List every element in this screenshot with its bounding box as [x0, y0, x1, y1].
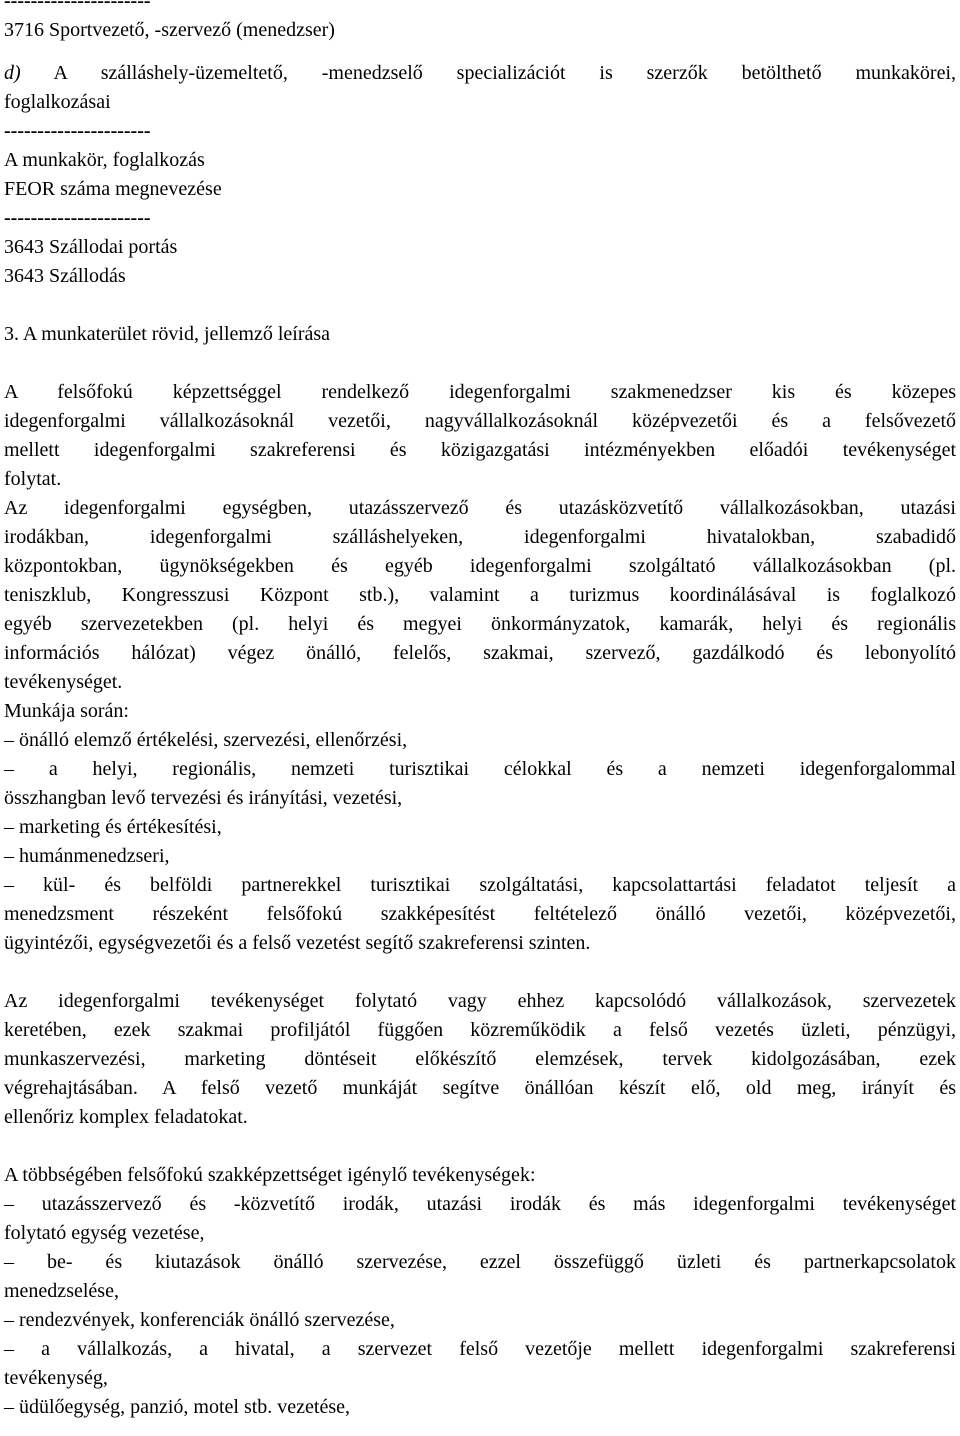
- list-item: – humánmenedzseri,: [4, 845, 170, 867]
- tobbsegeben-label: A többségében felsőfokú szakképzettséget igénylő tevékenységek:: [4, 1164, 536, 1186]
- list-item: tevékenység,: [4, 1367, 108, 1389]
- list-item: összhangban levő tervezési és irányítási, vezetési,: [4, 787, 403, 809]
- paragraph-line: munkaszervezési, marketing döntéseit előkészítő elemzések, tervek kidolgozásában, ezek: [4, 1048, 956, 1070]
- list-1: [4, 726, 956, 958]
- table-header-2: FEOR száma megnevezése: [4, 178, 222, 200]
- table-divider-2: ----------------------: [4, 207, 151, 229]
- paragraph-line: mellett idegenforgalmi szakreferensi és közigazgatási intézményekben előadói tevékenységet: [4, 439, 956, 461]
- paragraph-1: [4, 378, 956, 494]
- table-divider-1: ----------------------: [4, 120, 151, 142]
- paragraph-line: ellenőriz komplex feladatokat.: [4, 1106, 248, 1128]
- list-item: – a helyi, regionális, nemzeti turisztikai célokkal és a nemzeti idegenforgalommal: [4, 758, 956, 780]
- paragraph-line: Az idegenforgalmi tevékenységet folytató vagy ehhez kapcsolódó vállalkozások, szervezetek: [4, 990, 956, 1012]
- section-3-heading: 3. A munkaterület rövid, jellemző leírása: [4, 323, 331, 345]
- list-item: – önálló elemző értékelési, szervezési, ellenőrzési,: [4, 729, 408, 751]
- list-item: – marketing és értékesítési,: [4, 816, 222, 838]
- list-item: – üdülőegység, panzió, motel stb. vezetése,: [4, 1396, 351, 1418]
- list-item: menedzselése,: [4, 1280, 119, 1302]
- paragraph-line: végrehajtásában. A felső vezető munkáját segítve önállóan készít elő, old meg, irányít és: [4, 1077, 956, 1099]
- list-2: [4, 1190, 956, 1422]
- list-item: – a vállalkozás, a hivatal, a szervezet felső vezetője mellett idegenforgalmi szakreferensi: [4, 1338, 956, 1360]
- paragraph-line: irodákban, idegenforgalmi szálláshelyeken, idegenforgalmi hivatalokban, szabadidő: [4, 526, 956, 548]
- section-title-3716: 3716 Sportvezető, -szervező (menedzser): [4, 19, 335, 41]
- section-d-heading-text: A szálláshely-üzemeltető, -menedzselő specializációt is szerzők betölthető munkakörei,: [53, 62, 956, 84]
- table-row: 3643 Szállodás: [4, 265, 126, 287]
- table-row: 3643 Szállodai portás: [4, 236, 178, 258]
- munkaja-label: Munkája során:: [4, 700, 129, 722]
- divider-top: ----------------------: [4, 0, 151, 12]
- spacer: [4, 45, 956, 59]
- list-item: – rendezvények, konferenciák önálló szervezése,: [4, 1309, 395, 1331]
- paragraph-line: központokban, ügynökségekben és egyéb idegenforgalmi szolgáltató vállalkozásokban (pl.: [4, 555, 956, 577]
- document-page: [4, 0, 956, 1422]
- spacer: [4, 291, 956, 320]
- paragraph-2: [4, 494, 956, 697]
- paragraph-line: egyéb szervezetekben (pl. helyi és megyei önkormányzatok, kamarák, helyi és regionális: [4, 613, 956, 635]
- table-header-1: A munkakör, foglalkozás: [4, 149, 205, 171]
- spacer: [4, 1132, 956, 1161]
- section-d-heading-line2: foglalkozásai: [4, 91, 111, 113]
- section-d-heading-line1: [4, 59, 956, 88]
- paragraph-line: folytat.: [4, 468, 62, 490]
- paragraph-line: keretében, ezek szakmai profiljától függően közreműködik a felső vezetés üzleti, pénzügyi,: [4, 1019, 956, 1041]
- paragraph-line: tevékenységet.: [4, 671, 123, 693]
- paragraph-line: Az idegenforgalmi egységben, utazásszervező és utazásközvetítő vállalkozásokban, utazási: [4, 497, 956, 519]
- list-item: menedzsment részeként felsőfokú szakképesítést feltételező önálló vezetői, középvezetői,: [4, 903, 956, 925]
- paragraph-line: teniszklub, Kongresszusi Központ stb.), valamint a turizmus koordinálásával is foglalkozó: [4, 584, 956, 606]
- spacer: [4, 349, 956, 378]
- paragraph-line: információs hálózat) végez önálló, felelős, szakmai, szervező, gazdálkodó és lebonyolító: [4, 642, 956, 664]
- list-item: – utazásszervező és -közvetítő irodák, utazási irodák és más idegenforgalmi tevékenységet: [4, 1193, 956, 1215]
- section-d-label: d): [4, 62, 21, 84]
- list-item: folytató egység vezetése,: [4, 1222, 205, 1244]
- list-item: – be- és kiutazások önálló szervezése, ezzel összefüggő üzleti és partnerkapcsolatok: [4, 1251, 956, 1273]
- paragraph-line: A felsőfokú képzettséggel rendelkező idegenforgalmi szakmenedzser kis és közepes: [4, 381, 956, 403]
- paragraph-3: [4, 987, 956, 1132]
- spacer: [4, 958, 956, 987]
- list-item: – kül- és belföldi partnerekkel turisztikai szolgáltatási, kapcsolattartási feladatot teljesít a: [4, 874, 956, 896]
- list-item: ügyintézői, egységvezetői és a felső vezetést segítő szakreferensi szinten.: [4, 932, 591, 954]
- paragraph-line: idegenforgalmi vállalkozásoknál vezetői, nagyvállalkozásoknál középvezetői és a felsővezető: [4, 410, 956, 432]
